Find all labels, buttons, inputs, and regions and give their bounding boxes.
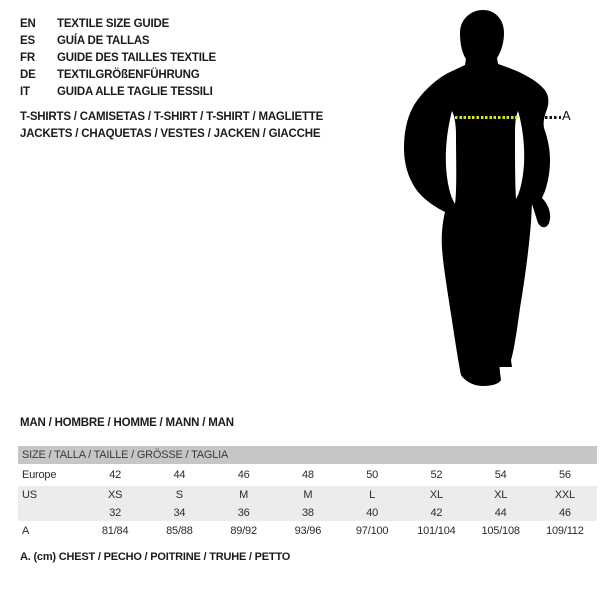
table-cell: 46 <box>237 469 250 481</box>
man-silhouette <box>402 8 572 398</box>
table-cell: 89/92 <box>230 524 257 537</box>
table-cell: 32 <box>109 506 122 519</box>
table-row-chest-a <box>18 521 597 540</box>
table-cell: 109/112 <box>546 524 584 537</box>
table-row-europe <box>18 464 597 486</box>
lang-row-fr <box>20 49 216 66</box>
table-cell: 101/104 <box>417 524 456 537</box>
table-cell: XL <box>429 489 443 501</box>
lang-label: GUIDE DES TAILLES TEXTILE <box>57 51 216 64</box>
measure-label-a: A <box>562 108 571 123</box>
category-lines <box>20 111 323 145</box>
lang-code: IT <box>20 85 30 98</box>
size-table-header: SIZE / TALLA / TAILLE / GRÖSSE / TAGLIA <box>18 446 597 464</box>
table-cell: 52 <box>430 469 443 481</box>
row-label: A <box>22 524 30 537</box>
table-cell: 85/88 <box>166 524 193 537</box>
language-list <box>20 15 216 100</box>
lang-label: GUÍA DE TALLAS <box>57 34 150 47</box>
table-cell: M <box>303 489 313 501</box>
table-cell: 105/108 <box>481 524 520 537</box>
table-row-us <box>18 486 597 504</box>
chest-measure-line-inner <box>455 116 518 119</box>
table-cell: M <box>239 489 249 501</box>
table-cell: XXL <box>554 489 575 501</box>
lang-row-de <box>20 66 216 83</box>
table-cell: 42 <box>109 469 122 481</box>
lang-label: TEXTILGRÖßENFÜHRUNG <box>57 68 200 81</box>
lang-code: EN <box>20 17 36 30</box>
table-cell: XL <box>494 489 508 501</box>
table-cell: 42 <box>430 506 443 519</box>
table-cell: 93/96 <box>294 524 322 537</box>
lang-label: TEXTILE SIZE GUIDE <box>57 17 170 30</box>
lang-label: GUIDA ALLE TAGLIE TESSILI <box>57 85 213 98</box>
row-label: Europe <box>22 469 57 481</box>
footnote-chest-measurement: A. (cm) CHEST / PECHO / POITRINE / TRUHE / PETTO <box>20 551 291 563</box>
table-cell: 46 <box>558 506 571 519</box>
row-label: US <box>22 489 37 501</box>
table-cell: 36 <box>237 506 250 519</box>
table-cell: 38 <box>301 506 314 519</box>
table-cell: 44 <box>494 506 507 519</box>
chest-measure-line-outer <box>545 116 561 119</box>
category-line-jackets: JACKETS / CHAQUETAS / VESTES / JACKEN / GIACCHE <box>20 128 321 140</box>
category-line-tshirts: T-SHIRTS / CAMISETAS / T-SHIRT / T-SHIRT / MAGLIETTE <box>20 111 324 123</box>
lang-code: FR <box>20 51 35 64</box>
lang-row-it <box>20 83 216 100</box>
lang-row-en <box>20 15 216 32</box>
table-row-numeric <box>18 504 597 521</box>
table-cell: 56 <box>558 469 571 481</box>
table-cell: XS <box>107 489 123 501</box>
table-cell: 44 <box>173 469 186 481</box>
table-cell: 97/100 <box>355 524 389 537</box>
table-cell: 48 <box>301 469 314 481</box>
table-cell: 81/84 <box>101 524 129 537</box>
table-cell: 54 <box>494 469 507 481</box>
table-cell: 40 <box>366 506 379 519</box>
table-cell: 50 <box>366 469 379 481</box>
lang-code: DE <box>20 68 36 81</box>
lang-row-es <box>20 32 216 49</box>
table-cell: S <box>175 489 183 501</box>
lang-code: ES <box>20 34 35 47</box>
table-cell: L <box>369 489 376 501</box>
man-silhouette-figure <box>402 8 587 400</box>
table-cell: 34 <box>173 506 186 519</box>
section-title-man: MAN / HOMBRE / HOMME / MANN / MAN <box>20 417 234 429</box>
size-table <box>18 446 597 540</box>
